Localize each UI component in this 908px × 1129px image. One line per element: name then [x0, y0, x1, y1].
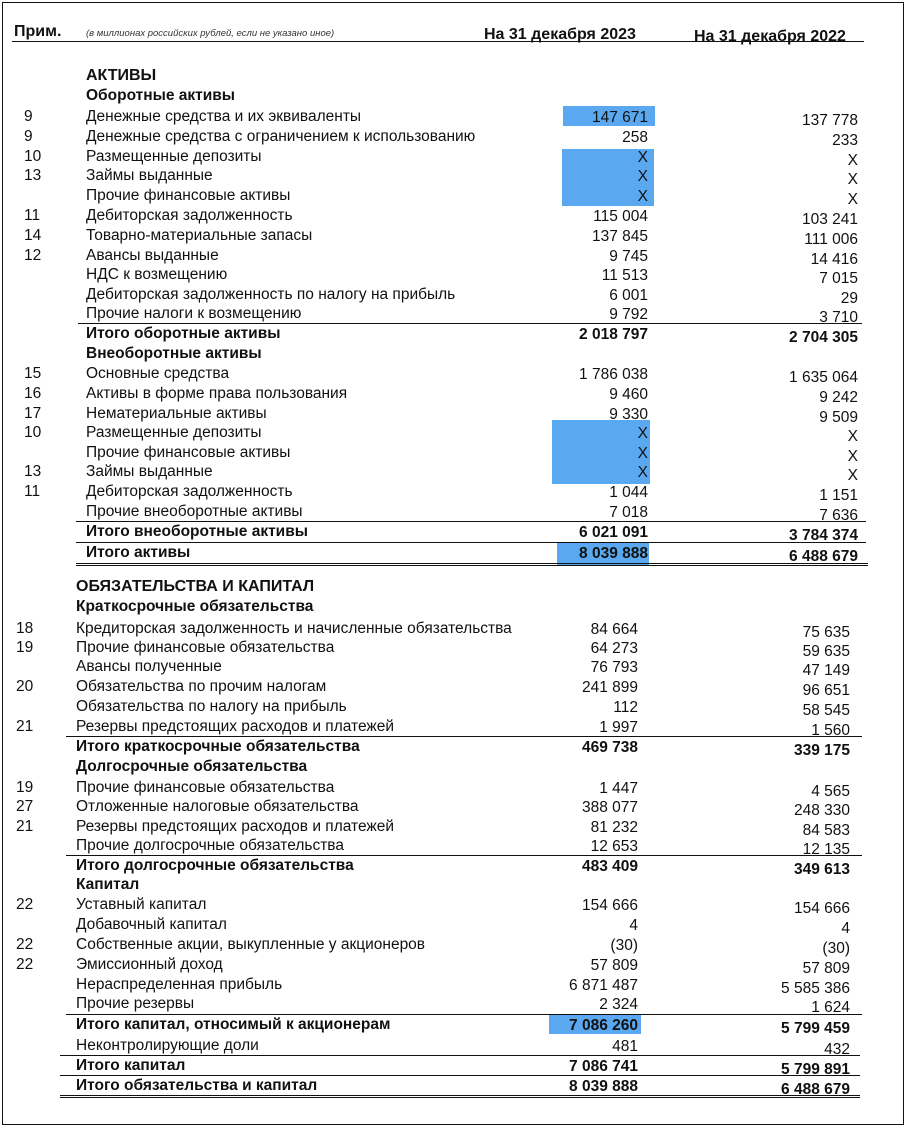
value-2023: 137 845 [591, 228, 648, 245]
line-item-label: Прочие долгосрочные обязательства [76, 837, 344, 854]
value-2022: 2 704 305 [789, 329, 858, 346]
value-2022: 233 [832, 132, 858, 149]
total-assets-rule [76, 565, 868, 566]
total-assets-rule [76, 563, 868, 564]
value-2023: 8 039 888 [569, 1078, 638, 1095]
value-2023: 76 793 [590, 659, 638, 676]
total-rule [78, 323, 862, 324]
line-item-label: Обязательства по налогу на прибыль [76, 698, 347, 715]
section-heading: АКТИВЫ [86, 67, 157, 84]
line-item-label: Товарно-материальные запасы [86, 227, 313, 244]
value-2023: X [637, 464, 648, 481]
note-ref: 21 [16, 718, 34, 735]
total-rule [76, 542, 866, 543]
value-2023: 483 409 [581, 858, 638, 875]
value-2022: 12 135 [802, 841, 850, 858]
value-2022: 57 809 [802, 960, 850, 977]
value-2022: 5 585 386 [781, 980, 850, 997]
value-2022: 1 624 [811, 999, 850, 1016]
value-2023: 57 809 [590, 957, 638, 974]
value-2022: 349 613 [793, 861, 850, 878]
line-item-label: Добавочный капитал [76, 916, 227, 933]
line-item-label: Прочие финансовые обязательства [76, 779, 335, 796]
line-item-label: Прочие финансовые обязательства [76, 639, 335, 656]
note-ref: 12 [24, 247, 42, 264]
value-2023: 9 792 [609, 306, 648, 323]
value-2023: 9 460 [609, 386, 648, 403]
value-2022: 3 784 374 [789, 527, 858, 544]
value-2022: 103 241 [801, 211, 858, 228]
value-2023: 115 004 [593, 208, 648, 225]
note-ref: 27 [16, 798, 34, 815]
total-rule [66, 736, 862, 737]
value-2023: 81 232 [590, 819, 638, 836]
value-2023: 7 018 [609, 504, 648, 521]
line-item-label: Прочие финансовые активы [86, 444, 291, 461]
value-2022: 111 006 [804, 231, 858, 248]
value-2022: 58 545 [802, 702, 850, 719]
value-2023: 11 513 [601, 267, 648, 284]
units-note: (в миллионах российских рублей, если не указано иное) [86, 28, 335, 39]
value-2022: 339 175 [793, 742, 850, 759]
note-ref: 13 [24, 463, 42, 480]
value-2023: 64 273 [590, 640, 638, 657]
note-ref: 21 [16, 818, 34, 835]
total-label: Итого краткосрочные обязательства [76, 738, 360, 755]
value-2022: 29 [840, 290, 858, 307]
line-item-label: НДС к возмещению [86, 266, 228, 283]
grand-total-rule [60, 1095, 860, 1096]
value-2022: 1 635 064 [789, 369, 858, 386]
line-item-label: Дебиторская задолженность по налогу на прибыль [86, 286, 456, 303]
value-2023: X [637, 425, 648, 442]
value-2023: (30) [610, 937, 638, 954]
value-2022: X [847, 448, 858, 465]
line-item-label: Денежные средства с ограничением к использованию [86, 128, 476, 145]
value-2022: 248 330 [793, 802, 850, 819]
line-item-label: Уставный капитал [76, 896, 207, 913]
note-ref: 22 [16, 936, 34, 953]
value-2023: 6 871 487 [569, 977, 638, 994]
section-heading: ОБЯЗАТЕЛЬСТВА И КАПИТАЛ [76, 578, 315, 595]
value-2022: 1 560 [811, 722, 850, 739]
value-2022: X [847, 152, 858, 169]
value-2023: 2 324 [599, 996, 638, 1013]
line-item-label: Займы выданные [86, 167, 213, 184]
total-rule [66, 855, 862, 856]
column-header-2022: На 31 декабря 2022 [694, 28, 846, 45]
note-ref: 10 [24, 424, 42, 441]
highlight-box [552, 420, 650, 484]
value-2022: 4 [841, 920, 850, 937]
line-item-label: Обязательства по прочим налогам [76, 678, 327, 695]
note-ref: 9 [24, 128, 33, 145]
line-item-label: Займы выданные [86, 463, 213, 480]
value-2023: 147 671 [591, 109, 648, 126]
value-2022: X [847, 191, 858, 208]
grand-total-rule [60, 1097, 860, 1098]
value-2022: 5 799 891 [781, 1061, 850, 1078]
value-2022: 6 488 679 [781, 1081, 850, 1098]
value-2022: 7 015 [819, 270, 858, 287]
note-ref: 19 [16, 779, 34, 796]
value-2023: X [637, 168, 648, 185]
value-2022: 96 651 [802, 682, 850, 699]
line-item-label: Резервы предстоящих расходов и платежей [76, 818, 395, 835]
line-item-label: Авансы выданные [86, 247, 219, 264]
value-2022: 3 710 [819, 309, 858, 326]
value-2023: 481 [612, 1038, 638, 1055]
value-2022: 75 635 [802, 624, 850, 641]
line-item-label: Размещенные депозиты [86, 148, 262, 165]
subsection-heading: Оборотные активы [86, 87, 236, 104]
value-2023: 6 001 [609, 287, 648, 304]
value-2022: 9 509 [819, 409, 858, 426]
value-2023: 9 745 [609, 248, 648, 265]
total-label: Итого активы [86, 544, 191, 561]
value-2023: 12 653 [590, 838, 638, 855]
line-item-label: Прочие налоги к возмещению [86, 305, 302, 322]
note-column-header: Прим. [14, 23, 62, 40]
line-item-label: Собственные акции, выкупленные у акционеров [76, 936, 426, 953]
value-2022: X [847, 171, 858, 188]
line-item-label: Резервы предстоящих расходов и платежей [76, 718, 395, 735]
line-item-label: Прочие внеоборотные активы [86, 503, 303, 520]
note-ref: 22 [16, 956, 34, 973]
line-item-label: Дебиторская задолженность [86, 207, 293, 224]
line-item-label: Размещенные депозиты [86, 424, 262, 441]
value-2022: 14 416 [810, 251, 858, 268]
line-item-label: Неконтролирующие доли [76, 1037, 259, 1054]
value-2023: X [637, 445, 648, 462]
value-2022: 1 151 [819, 487, 858, 504]
line-item-label: Эмиссионный доход [76, 956, 223, 973]
note-ref: 16 [24, 385, 42, 402]
subsection-heading: Долгосрочные обязательства [76, 758, 308, 775]
subsection-heading: Краткосрочные обязательства [76, 598, 314, 615]
value-2023: 241 899 [581, 679, 638, 696]
note-ref: 17 [24, 405, 42, 422]
value-2023: 112 [613, 699, 638, 716]
value-2022: 432 [824, 1041, 850, 1058]
line-item-label: Дебиторская задолженность [86, 483, 293, 500]
total-label: Итого долгосрочные обязательства [76, 857, 354, 874]
note-ref: 22 [16, 896, 34, 913]
value-2023: 1 997 [599, 719, 638, 736]
value-2023: 1 447 [599, 780, 638, 797]
value-2023: 154 666 [581, 897, 638, 914]
value-2022: X [847, 467, 858, 484]
value-2023: 2 018 797 [579, 326, 648, 343]
value-2022: 4 565 [811, 783, 850, 800]
value-2022: (30) [822, 940, 850, 957]
value-2023: 9 330 [609, 406, 648, 423]
header-rule [12, 41, 864, 42]
note-ref: 13 [24, 167, 42, 184]
total-label: Итого внеоборотные активы [86, 523, 308, 540]
line-item-label: Активы в форме права пользования [86, 385, 348, 402]
value-2023: 8 039 888 [579, 545, 648, 562]
total-label: Итого капитал, относимый к акционерам [76, 1016, 391, 1033]
line-item-label: Нематериальные активы [86, 405, 267, 422]
total-rule [66, 1014, 862, 1015]
total-rule [60, 1055, 860, 1056]
total-label: Итого оборотные активы [86, 325, 281, 342]
note-ref: 20 [16, 678, 34, 695]
subsection-heading: Капитал [76, 876, 140, 893]
value-2023: 4 [629, 917, 638, 934]
value-2023: X [637, 188, 648, 205]
line-item-label: Кредиторская задолженность и начисленные обязательства [76, 620, 512, 637]
total-rule [76, 521, 866, 522]
value-2022: X [847, 428, 858, 445]
value-2023: 1 044 [609, 484, 648, 501]
line-item-label: Прочие финансовые активы [86, 187, 291, 204]
subsection-heading: Внеоборотные активы [86, 345, 262, 362]
value-2022: 137 778 [801, 112, 858, 129]
note-ref: 9 [24, 108, 33, 125]
line-item-label: Авансы полученные [76, 658, 222, 675]
line-item-label: Денежные средства и их эквиваленты [86, 108, 362, 125]
note-ref: 11 [24, 483, 41, 500]
value-2023: X [637, 149, 648, 166]
value-2023: 84 664 [590, 621, 638, 638]
value-2023: 6 021 091 [579, 524, 648, 541]
value-2022: 6 488 679 [789, 548, 858, 565]
value-2022: 7 636 [819, 507, 858, 524]
value-2022: 9 242 [819, 389, 858, 406]
line-item-label: Отложенные налоговые обязательства [76, 798, 359, 815]
value-2023: 388 077 [581, 799, 638, 816]
value-2023: 469 738 [581, 739, 638, 756]
value-2023: 7 086 260 [569, 1017, 638, 1034]
column-header-2023: На 31 декабря 2023 [484, 26, 636, 43]
value-2022: 154 666 [793, 900, 850, 917]
value-2023: 1 786 038 [579, 366, 648, 383]
value-2022: 59 635 [802, 643, 850, 660]
total-rule [60, 1075, 860, 1076]
line-item-label: Основные средства [86, 365, 230, 382]
note-ref: 18 [16, 620, 34, 637]
value-2022: 47 149 [802, 662, 850, 679]
note-ref: 14 [24, 227, 42, 244]
value-2023: 7 086 741 [569, 1058, 638, 1075]
total-label: Итого капитал [76, 1057, 186, 1074]
line-item-label: Нераспределенная прибыль [76, 976, 283, 993]
note-ref: 10 [24, 148, 42, 165]
note-ref: 11 [24, 207, 41, 224]
line-item-label: Прочие резервы [76, 995, 195, 1012]
value-2022: 5 799 459 [781, 1020, 850, 1037]
value-2022: 84 583 [802, 822, 850, 839]
note-ref: 15 [24, 365, 42, 382]
note-ref: 19 [16, 639, 34, 656]
value-2023: 258 [622, 129, 648, 146]
total-label: Итого обязательства и капитал [76, 1077, 318, 1094]
